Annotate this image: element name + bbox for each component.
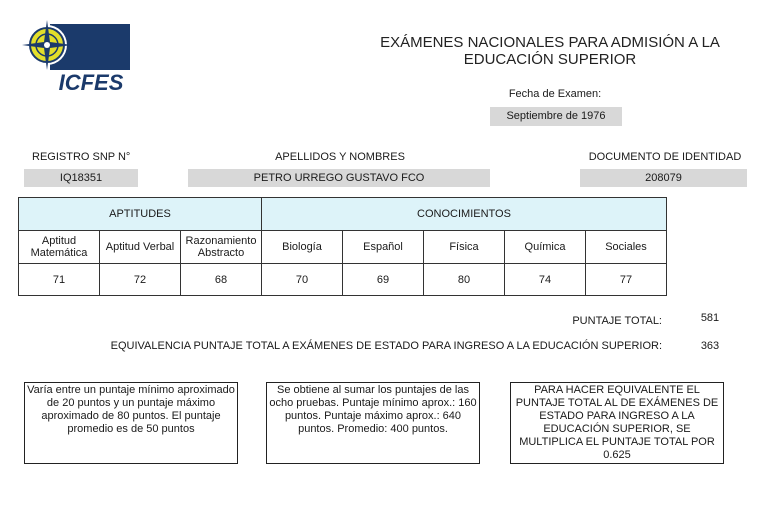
subject-label: Aptitud Verbal	[100, 231, 181, 264]
score-value: 69	[343, 264, 424, 296]
score-value: 77	[586, 264, 667, 296]
snp-label: REGISTRO SNP N°	[32, 151, 131, 163]
logo-wordmark: ICFES	[58, 70, 124, 95]
score-value: 70	[262, 264, 343, 296]
score-value: 68	[181, 264, 262, 296]
page-title	[340, 34, 760, 68]
scores-row	[19, 264, 667, 296]
document-value: 208079	[580, 169, 747, 187]
total-score-label: PUNTAJE TOTAL:	[572, 315, 662, 327]
score-value: 71	[19, 264, 100, 296]
note-total-range: Se obtiene al sumar los puntajes de las ocho pruebas. Puntaje mínimo aprox.: 160 puntos. Puntaje máximo aprox.: 640 puntos. Promedio: 400 puntos.	[266, 382, 480, 464]
subjects-row	[19, 231, 667, 264]
name-value: PETRO URREGO GUSTAVO FCO	[188, 169, 490, 187]
equivalence-label: EQUIVALENCIA PUNTAJE TOTAL A EXÁMENES DE ESTADO PARA INGRESO A LA EDUCACIÓN SUPERIOR:	[110, 340, 662, 352]
subject-label: Química	[505, 231, 586, 264]
total-score-value: 581	[700, 312, 720, 324]
score-value: 74	[505, 264, 586, 296]
score-value: 80	[424, 264, 505, 296]
name-label: APELLIDOS Y NOMBRES	[275, 151, 405, 163]
aptitudes-header: APTITUDES	[19, 198, 262, 231]
exam-date-value: Septiembre de 1976	[490, 107, 622, 126]
document-label: DOCUMENTO DE IDENTIDAD	[588, 151, 742, 163]
snp-value: IQ18351	[24, 169, 138, 187]
exam-date-label: Fecha de Examen:	[508, 88, 602, 100]
subject-label: Sociales	[586, 231, 667, 264]
equivalence-value: 363	[700, 340, 720, 352]
scores-table	[18, 197, 667, 296]
subject-label: Aptitud Matemática	[19, 231, 100, 264]
subject-label: Español	[343, 231, 424, 264]
score-value: 72	[100, 264, 181, 296]
subject-label: Razonamiento Abstracto	[181, 231, 262, 264]
subject-label: Biología	[262, 231, 343, 264]
table-header-row	[19, 198, 667, 231]
title-line-2: EDUCACIÓN SUPERIOR	[463, 51, 637, 68]
conocimientos-header: CONOCIMIENTOS	[262, 198, 667, 231]
icfes-logo	[20, 14, 135, 98]
note-equivalence: PARA HACER EQUIVALENTE EL PUNTAJE TOTAL AL DE EXÁMENES DE ESTADO PARA INGRESO A LA EDUCACIÓN SUPERIOR, SE MULTIPLICA EL PUNTAJE TOTAL POR 0.625	[510, 382, 724, 464]
note-aptitudes-range: Varía entre un puntaje mínimo aproximado de 20 puntos y un puntaje máximo aproximado de 80 puntos. El puntaje promedio es de 50 puntos	[24, 382, 238, 464]
title-line-1: EXÁMENES NACIONALES PARA ADMISIÓN A LA	[380, 34, 720, 51]
subject-label: Física	[424, 231, 505, 264]
